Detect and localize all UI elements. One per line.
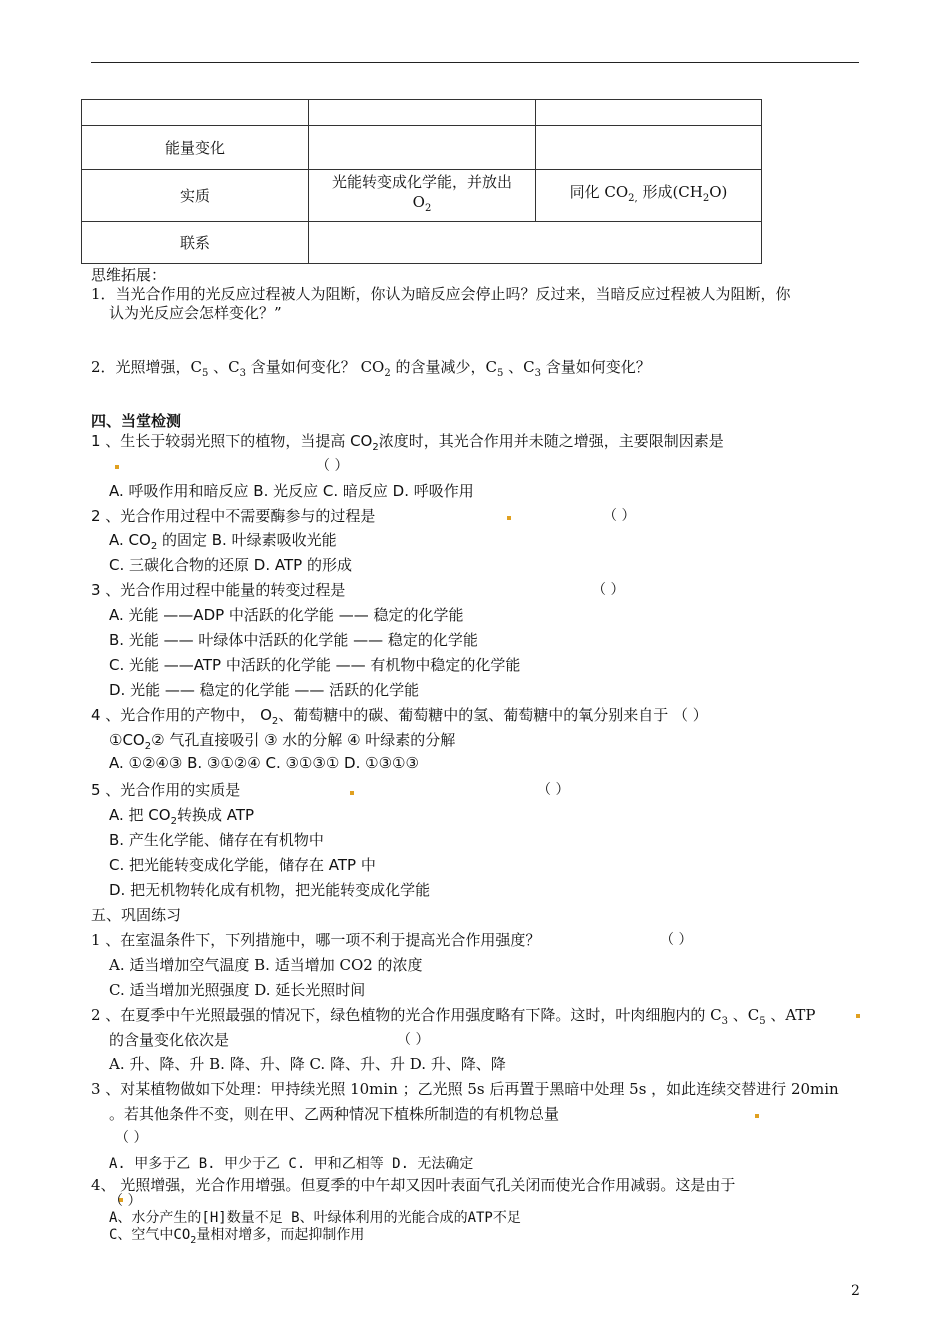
section-4-heading: 四、当堂检测	[91, 412, 182, 430]
row-label-essence: 实质	[82, 170, 309, 222]
row-label-connection: 联系	[82, 222, 309, 264]
s4-q2-bracket: （ ）	[603, 508, 636, 524]
thinking-question-2: 2．光照增强，$C_5$ 、$C_3$ 含量如何变化？ $CO_2$ 的含量减少，$C_5$ 、$C_3$ 含量如何变化？	[91, 358, 651, 379]
row-label-energy: 能量变化	[82, 126, 309, 170]
s4-q5-option-a: A. 把 $CO_2$转换成 ATP	[109, 806, 255, 827]
s4-q3-stem: 3 、光合作用过程中能量的转变过程是	[91, 581, 346, 599]
s4-q1-stem: 1 、生长于较弱光照下的植物，当提高 $CO_2$浓度时，其光合作用并未随之增强，主要限制因素是	[91, 432, 724, 453]
comparison-table	[81, 99, 762, 264]
s5-q1-bracket: （ ）	[660, 932, 693, 948]
dark-reaction-essence: 同化 $CO_{2,}$ 形成$(CH_2O)$	[536, 170, 762, 222]
s4-q5-option-c: C. 把光能转变成化学能，储存在 ATP 中	[109, 856, 376, 874]
connection-cell	[309, 222, 762, 264]
s5-q3-bracket: （ ）	[115, 1130, 148, 1146]
s4-q4-stem: 4 、光合作用的产物中， $O_2$、葡萄糖中的碳、葡萄糖中的氢、葡萄糖中的氧分别来自于 （ ）	[91, 706, 708, 727]
s5-q4-bracket: （ ）	[109, 1193, 142, 1209]
s4-q5-option-d: D. 把无机物转化成有机物，把光能转变成化学能	[109, 881, 431, 899]
s4-q1-bracket: （ ）	[316, 458, 349, 474]
table-row	[82, 170, 762, 222]
table-cell	[536, 100, 762, 126]
table-cell	[309, 126, 536, 170]
light-essence-line1: 光能转变成化学能，并放出	[331, 173, 512, 191]
table-cell	[82, 100, 309, 126]
s5-q1-options-cd: C. 适当增加光照强度 D. 延长光照时间	[109, 981, 366, 999]
s4-q2-options-ab: A. $CO_2$ 的固定 B. 叶绿素吸收光能	[109, 531, 337, 552]
s5-q1-options-ab: A. 适当增加空气温度 B. 适当增加 CO2 的浓度	[109, 956, 423, 974]
s5-q3-line1: 3 、对某植物做如下处理：甲持续光照 10min ；乙光照 5s 后再置于黑暗中处理 5s ，如此连续交替进行 20min	[91, 1080, 839, 1098]
s5-q2-line1: 2 、在夏季中午光照最强的情况下，绿色植物的光合作用强度略有下降。这时，叶肉细胞内的 $C_3$ 、$C_5$ 、ATP	[91, 1006, 816, 1027]
s5-q2-bracket: （ ）	[397, 1032, 430, 1048]
s4-q5-bracket: （ ）	[537, 782, 570, 798]
s5-q2-line2: 的含量变化依次是	[109, 1031, 230, 1049]
marker-dot	[507, 516, 511, 520]
s5-q2-options: A. 升、降、升 B. 降、升、降 C. 降、升、升 D. 升、降、降	[109, 1055, 506, 1073]
s5-q3-line2: 。若其他条件不变，则在甲、乙两种情况下植株所制造的有机物总量	[109, 1105, 560, 1123]
light-essence-line2: $O_2$	[412, 193, 432, 214]
s4-q2-options-cd: C. 三碳化合物的还原 D. ATP 的形成	[109, 556, 352, 574]
s4-q2-stem: 2 、光合作用过程中不需要酶参与的过程是	[91, 507, 376, 525]
s5-q4-option-c: C、空气中$CO_2$量相对增多，而起抑制作用	[109, 1227, 365, 1246]
marker-dot	[350, 791, 354, 795]
marker-dot	[755, 1114, 759, 1118]
s4-q4-list: $①CO_2②$ 气孔直接吸引 ③ 水的分解 ④ 叶绿素的分解	[109, 731, 456, 752]
thinking-question-1-line2: 认为光反应会怎样变化？”	[109, 304, 282, 322]
s4-q4-options: A. ①②④③ B. ③①②④ C. ③①③① D. ①③①③	[109, 754, 419, 772]
light-reaction-essence	[309, 170, 536, 222]
header-rule	[91, 62, 859, 63]
s4-q3-option-c: C. 光能 ——ATP 中活跃的化学能 —— 有机物中稳定的化学能	[109, 656, 521, 674]
s5-q4-line1: 4、 光照增强，光合作用增强。但夏季的中午却又因叶表面气孔关闭而使光合作用减弱。这是由于	[91, 1176, 736, 1194]
s4-q3-bracket: （ ）	[592, 582, 625, 598]
s4-q3-option-a: A. 光能 ——ADP 中活跃的化学能 —— 稳定的化学能	[109, 606, 464, 624]
s4-q3-option-b: B. 光能 —— 叶绿体中活跃的化学能 —— 稳定的化学能	[109, 631, 478, 649]
page-number: 2	[851, 1283, 860, 1299]
s5-q4-options-ab: A、水分产生的[H]数量不足 B、叶绿体利用的光能合成的ATP不足	[109, 1210, 521, 1226]
section-5-heading: 五、巩固练习	[91, 906, 182, 924]
thinking-heading: 思维拓展：	[91, 266, 167, 284]
s5-q1-stem: 1 、在室温条件下，下列措施中，哪一项不利于提高光合作用强度？	[91, 931, 541, 949]
table-cell	[309, 100, 536, 126]
s4-q1-options: A. 呼吸作用和暗反应 B. 光反应 C. 暗反应 D. 呼吸作用	[109, 482, 474, 500]
s4-q5-stem: 5 、光合作用的实质是	[91, 781, 241, 799]
table-row	[82, 126, 762, 170]
s5-q3-options: A. 甲多于乙 B. 甲少于乙 C. 甲和乙相等 D. 无法确定	[109, 1156, 474, 1172]
thinking-question-1-line1: 1．当光合作用的光反应过程被人为阻断，你认为暗反应会停止吗？反过来，当暗反应过程被人为阻断，你	[91, 285, 791, 303]
s4-q5-option-b: B. 产生化学能、储存在有机物中	[109, 831, 324, 849]
table-row	[82, 222, 762, 264]
marker-dot	[115, 465, 119, 469]
marker-dot	[856, 1014, 860, 1018]
table-cell	[536, 126, 762, 170]
s4-q3-option-d: D. 光能 —— 稳定的化学能 —— 活跃的化学能	[109, 681, 420, 699]
table-row	[82, 100, 762, 126]
